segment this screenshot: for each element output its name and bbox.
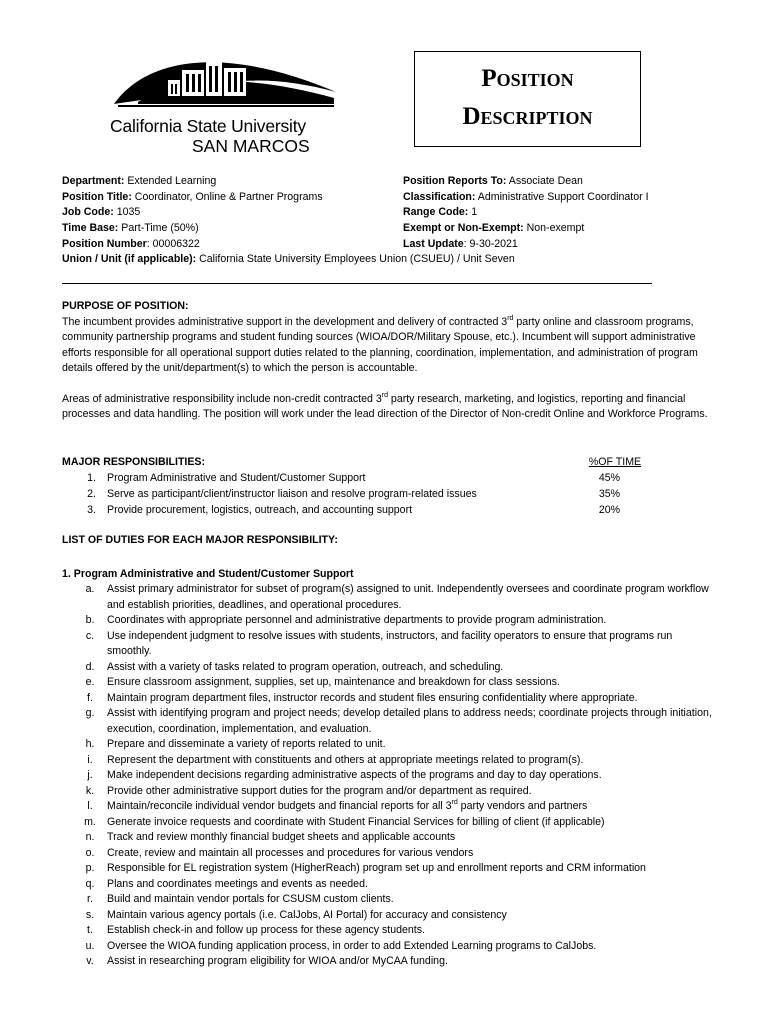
info-value: Associate Dean — [506, 175, 583, 187]
superscript: rd — [381, 391, 388, 399]
duty-letter: h. — [85, 738, 95, 750]
duty-letter: o. — [85, 846, 95, 859]
info-row — [403, 190, 649, 206]
union-row — [62, 252, 515, 268]
duty-letter: i. — [87, 753, 93, 766]
item-percent: 45% — [598, 472, 621, 484]
duty-text: Use independent judgment to resolve issues with students, instructors, and facility operators to ensure that programs run smoothly. — [107, 629, 673, 657]
duty-text: Establish check-in and follow up process for these agency students. — [107, 924, 425, 936]
info-label: Union / Unit (if applicable): — [62, 253, 197, 266]
duty-text: Maintain/reconcile individual vendor budgets and financial reports for all 3rd party vendors and partners — [107, 799, 588, 812]
duty-text: Track and review monthly financial budget sheets and applicable accounts — [107, 831, 456, 843]
duty-text: Oversee the WIOA funding application process, in order to add Extended Learning programs to CalJobs. — [107, 939, 597, 952]
divider — [62, 283, 652, 284]
duty-item — [62, 877, 712, 893]
duty-text: Represent the department with constituents and others at appropriate meetings related to program(s). — [107, 753, 584, 766]
duty-item — [62, 737, 712, 753]
duty-text: Assist primary administrator for subset of program(s) assigned to unit. Independently oversees and coordinate program workflow and establish priorities, deadlines, and operational procedures. — [107, 583, 709, 611]
duty-letter: v. — [86, 955, 94, 967]
info-label: Job Code: — [62, 206, 114, 219]
info-label: Exempt or Non-Exempt: — [403, 222, 524, 235]
duty-item — [62, 613, 712, 629]
item-text: Program Administrative and Student/Customer Support — [107, 472, 366, 484]
duty-letter: n. — [85, 831, 95, 843]
campus-skyline-icon — [108, 46, 338, 118]
item-percent: 35% — [598, 488, 621, 500]
duty-item — [62, 846, 712, 862]
duty-letter: a. — [85, 583, 95, 595]
duty-text: Ensure classroom assignment, supplies, set up, maintenance and breakdown for class sessions. — [107, 676, 560, 688]
duty-letter: b. — [85, 614, 95, 626]
major-responsibilities — [62, 455, 722, 519]
item-percent: 20% — [598, 504, 621, 516]
duties-section — [62, 533, 712, 970]
duty-item — [62, 784, 712, 800]
duty-item — [62, 830, 712, 846]
duty-text: Coordinates with appropriate personnel and administrative departments to provide program administration. — [107, 614, 607, 626]
duty-item — [62, 582, 712, 613]
info-value: Part-Time (50%) — [118, 222, 199, 235]
info-label: Position Title: — [62, 190, 132, 203]
info-row — [403, 221, 649, 237]
major-header-row — [62, 455, 722, 471]
purpose-paragraph-1 — [62, 315, 722, 377]
text: party online and classroom programs, community partnership programs and student funding sources (WIOA/DOR/Military Spouse, etc.). Incumbent will support administrative efforts responsible for all operational support duties related to the planning, coordination, implementation, and administration of program details offered by the unit/department(s) to which the person is accountable. — [62, 315, 698, 374]
duty-letter: e. — [85, 676, 95, 688]
duty-item — [62, 799, 712, 815]
duty-letter: t. — [87, 924, 93, 936]
info-value: 1 — [468, 206, 478, 219]
purpose-paragraph-2 — [62, 392, 722, 423]
duty-letter: m. — [84, 815, 96, 828]
text: party research, marketing, and logistics, reporting and financial processes and data handling. The position will work under the lead direction of the Director of Non-credit Online and Workforce Programs. — [62, 392, 708, 420]
major-heading: MAJOR RESPONSIBILITIES: — [62, 456, 206, 468]
duty-letter: u. — [85, 939, 95, 952]
duty-item — [62, 768, 712, 784]
duty-item — [62, 908, 712, 924]
duty-letter: l. — [87, 800, 93, 812]
duty-text: Responsible for EL registration system (HigherReach) program set up and enrollment reports and CRM information — [107, 862, 646, 874]
duty-item — [62, 954, 712, 970]
duty-letter: q. — [85, 877, 95, 890]
duties-heading: LIST OF DUTIES FOR EACH MAJOR RESPONSIBILITY: — [62, 534, 338, 546]
item-number: 2. — [87, 488, 96, 500]
duty-text: Assist in researching program eligibility for WIOA and/or MyCAA funding. — [107, 955, 448, 967]
duty-text: Provide other administrative support duties for the program and/or department as required. — [107, 784, 532, 797]
duty-text: Build and maintain vendor portals for CSUSM custom clients. — [107, 893, 394, 905]
info-value: 1035 — [113, 206, 141, 219]
info-label: Position Reports To: — [403, 175, 507, 187]
info-value: California State University Employees Union (CSUEU) / Unit Seven — [196, 253, 515, 266]
duty-text: Maintain various agency portals (i.e. CalJobs, AI Portal) for accuracy and consistency — [107, 908, 507, 921]
duty-letter: c. — [85, 629, 95, 642]
duty-item — [62, 753, 712, 769]
duty-item — [62, 660, 712, 676]
title-line-1: Position — [481, 65, 574, 92]
duty-item — [62, 892, 712, 908]
duty-letter: j. — [87, 769, 93, 781]
percent-of-time-heading: %OF TIME — [588, 456, 642, 468]
item-number: 1. — [87, 472, 96, 484]
info-value: Coordinator, Online & Partner Programs — [131, 190, 323, 203]
info-row — [403, 237, 649, 253]
info-row — [403, 205, 649, 221]
text: The incumbent provides administrative support in the development and delivery of contracted 3 — [62, 315, 508, 328]
duty-text: Make independent decisions regarding administrative aspects of the programs and day to day operations. — [107, 769, 602, 781]
duty-item — [62, 675, 712, 691]
duty-text: Prepare and disseminate a variety of reports related to unit. — [107, 738, 386, 750]
info-value: Extended Learning — [124, 175, 217, 187]
info-value: Administrative Support Coordinator I — [475, 190, 649, 203]
info-label: Time Base: — [62, 222, 119, 235]
item-number: 3. — [87, 504, 96, 516]
purpose-heading: PURPOSE OF POSITION: — [62, 300, 189, 312]
item-text: Serve as participant/client/instructor liaison and resolve program-related issues — [107, 488, 477, 500]
info-right-column — [403, 174, 649, 252]
info-row — [403, 174, 649, 190]
info-value: Non-exempt — [523, 222, 585, 235]
duty-item — [62, 939, 712, 955]
csusm-logo — [108, 46, 338, 160]
duty-item — [62, 923, 712, 939]
duty-list — [62, 582, 712, 970]
text: Areas of administrative responsibility include non-credit contracted 3 — [62, 392, 382, 405]
info-label: Position Number — [62, 237, 147, 250]
duty-letter: p. — [85, 862, 95, 874]
duty-letter: f. — [87, 691, 93, 704]
duty-text: Assist with identifying program and project needs; develop detailed plans to address needs; coordinate projects through initiation, execution, coordination, implementation, and evaluation. — [107, 707, 712, 735]
duty-letter: r. — [87, 893, 93, 905]
info-label: Range Code: — [403, 206, 469, 219]
title-line-2: Description — [462, 103, 593, 130]
responsibility-row — [62, 487, 722, 503]
duty-item — [62, 691, 712, 707]
duties-subheading: 1. Program Administrative and Student/Customer Support — [62, 567, 354, 580]
duty-text: Assist with a variety of tasks related to program operation, outreach, and scheduling. — [107, 660, 504, 673]
duty-letter: d. — [85, 660, 95, 673]
superscript: rd — [507, 314, 514, 322]
duty-text: Generate invoice requests and coordinate with Student Financial Services for billing of client (if applicable) — [107, 815, 605, 828]
duty-item — [62, 861, 712, 877]
purpose-section — [62, 299, 722, 423]
duty-item — [62, 706, 712, 737]
info-value: : 00006322 — [146, 237, 200, 250]
info-value: : 9-30-2021 — [463, 237, 518, 250]
campus-name: SAN MARCOS — [192, 136, 310, 156]
info-label: Classification: — [403, 190, 476, 203]
item-text: Provide procurement, logistics, outreach, and accounting support — [107, 504, 413, 516]
duty-item — [62, 815, 712, 831]
responsibility-row — [62, 503, 722, 519]
info-label: Department: — [62, 175, 125, 187]
duty-letter: g. — [85, 707, 95, 719]
duty-item — [62, 629, 712, 660]
duty-text: Plans and coordinates meetings and events as needed. — [107, 877, 368, 890]
duty-letter: s. — [85, 908, 95, 921]
university-name: California State University — [110, 116, 306, 136]
info-label: Last Update — [403, 237, 464, 250]
position-description-title — [414, 51, 641, 147]
duty-text: Create, review and maintain all processes and procedures for various vendors — [107, 846, 474, 859]
duty-letter: k. — [85, 784, 95, 797]
responsibility-row — [62, 471, 722, 487]
duty-text: Maintain program department files, instructor records and student files ensuring confidentiality where appropriate. — [107, 691, 638, 704]
